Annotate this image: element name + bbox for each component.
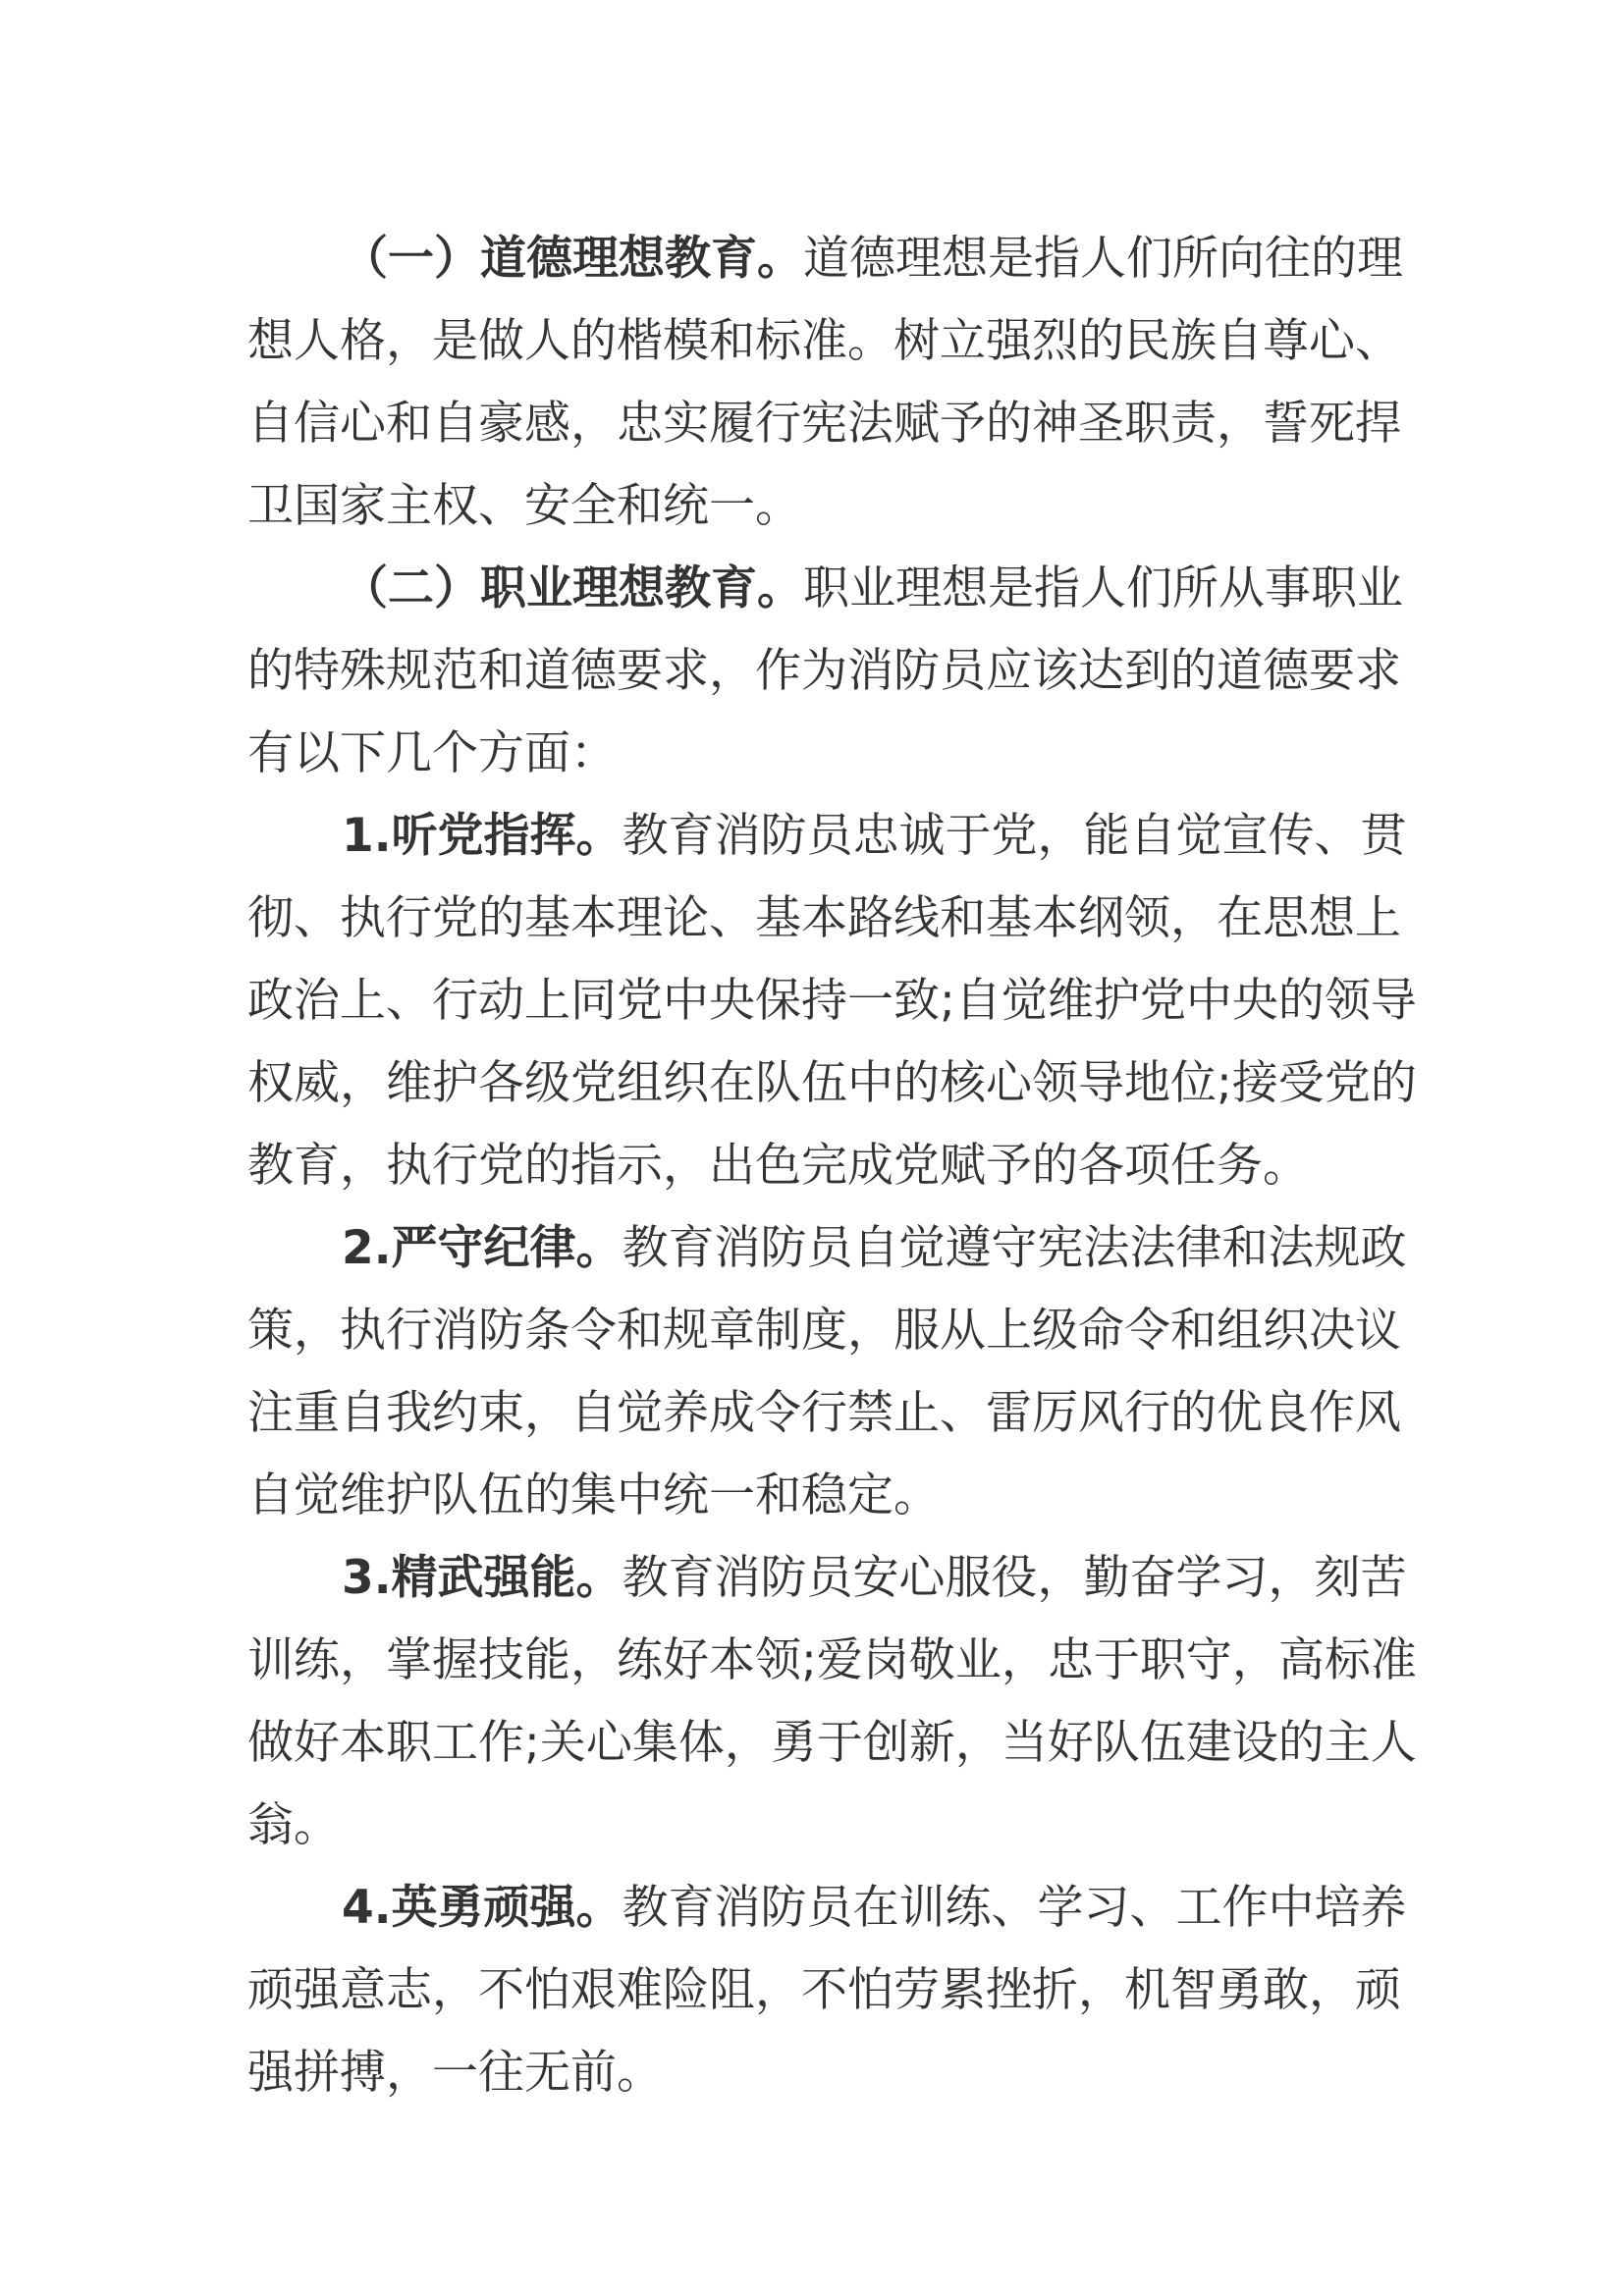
text-line bbox=[247, 1290, 1401, 1372]
text-line bbox=[247, 383, 1401, 465]
paragraph bbox=[247, 795, 1417, 1207]
text-line bbox=[247, 1042, 1417, 1125]
paragraph bbox=[247, 1537, 1417, 1867]
paragraph-heading: 2.严守纪律。 bbox=[342, 1221, 623, 1275]
paragraph-text: 卫国家主权、安全和统一。 bbox=[247, 479, 801, 533]
text-line bbox=[247, 1620, 1417, 1702]
paragraph-heading: 3.精武强能。 bbox=[342, 1551, 623, 1605]
text-line bbox=[247, 630, 1401, 713]
text-line bbox=[247, 2032, 1384, 2114]
paragraph-text: 权威，维护各级党组织在队伍中的核心领导地位;接受党的 bbox=[247, 1056, 1417, 1110]
paragraph-text: 的特殊规范和道德要求，作为消防员应该达到的道德要求 bbox=[247, 644, 1401, 698]
paragraph-text: 彻、执行党的基本理论、基本路线和基本纲领，在思想上 bbox=[247, 891, 1401, 945]
text-line bbox=[247, 548, 1403, 630]
paragraph-text: 自觉维护队伍的集中统一和稳定。 bbox=[247, 1468, 940, 1522]
paragraph bbox=[247, 218, 1403, 548]
text-line bbox=[247, 960, 1417, 1042]
text-line bbox=[247, 1455, 1384, 1537]
paragraph-text: 教育消防员自觉遵守宪法法律和法规政 bbox=[622, 1221, 1407, 1275]
paragraph-text: 想人格，是做人的楷模和标准。树立强烈的民族自尊心、 bbox=[247, 314, 1401, 368]
text-line bbox=[247, 1867, 1407, 1949]
text-line bbox=[247, 1785, 1384, 1867]
paragraph-text: 教育，执行党的指示，出色完成党赋予的各项任务。 bbox=[247, 1139, 1309, 1193]
paragraph-heading: （一）道德理想教育。 bbox=[342, 232, 803, 286]
text-line bbox=[247, 1372, 1401, 1455]
paragraph-text: 顽强意志，不怕艰难险阻，不怕劳累挫折，机智勇敢，顽 bbox=[247, 1963, 1401, 2017]
paragraph-text: 教育消防员忠诚于党，能自觉宣传、贯 bbox=[622, 809, 1407, 863]
paragraph-text: 自信心和自豪感，忠实履行宪法赋予的神圣职责，誓死捍 bbox=[247, 397, 1401, 451]
paragraph-text: 注重自我约束，自觉养成令行禁止、雷厉风行的优良作风 bbox=[247, 1386, 1401, 1440]
paragraph-heading: 4.英勇顽强。 bbox=[342, 1881, 623, 1935]
text-line bbox=[247, 1537, 1407, 1620]
paragraph-text: 政治上、行动上同党中央保持一致;自觉维护党中央的领导 bbox=[247, 974, 1417, 1028]
paragraph-heading: 1.听党指挥。 bbox=[342, 809, 623, 863]
text-line bbox=[247, 1125, 1384, 1207]
text-line bbox=[247, 1702, 1417, 1785]
paragraph-text: 教育消防员在训练、学习、工作中培养 bbox=[622, 1881, 1407, 1935]
text-line bbox=[247, 795, 1407, 878]
paragraph-text: 强拼搏，一往无前。 bbox=[247, 2046, 663, 2100]
paragraph bbox=[247, 548, 1403, 795]
text-line bbox=[247, 465, 1384, 548]
paragraph-text: 职业理想是指人们所从事职业 bbox=[803, 561, 1403, 615]
text-line bbox=[247, 300, 1401, 383]
paragraph-text: 做好本职工作;关心集体，勇于创新，当好队伍建设的主人 bbox=[247, 1716, 1417, 1770]
text-line bbox=[247, 878, 1401, 960]
text-line bbox=[247, 1207, 1407, 1290]
text-line bbox=[247, 713, 1384, 795]
document-body bbox=[247, 218, 1417, 2114]
paragraph-text: 策，执行消防条令和规章制度，服从上级命令和组织决议 bbox=[247, 1304, 1401, 1358]
paragraph-text: 翁。 bbox=[247, 1798, 340, 1852]
paragraph-text: 道德理想是指人们所向往的理 bbox=[803, 232, 1403, 286]
paragraph-text: 教育消防员安心服役，勤奋学习，刻苦 bbox=[622, 1551, 1407, 1605]
text-line bbox=[247, 1949, 1401, 2032]
paragraph bbox=[247, 1867, 1407, 2114]
paragraph-text: 训练，掌握技能，练好本领;爱岗敬业，忠于职守，高标准 bbox=[247, 1633, 1417, 1687]
paragraph-heading: （二）职业理想教育。 bbox=[342, 561, 803, 615]
text-line bbox=[247, 218, 1403, 300]
paragraph bbox=[247, 1207, 1407, 1537]
paragraph-text: 有以下几个方面： bbox=[247, 726, 617, 780]
